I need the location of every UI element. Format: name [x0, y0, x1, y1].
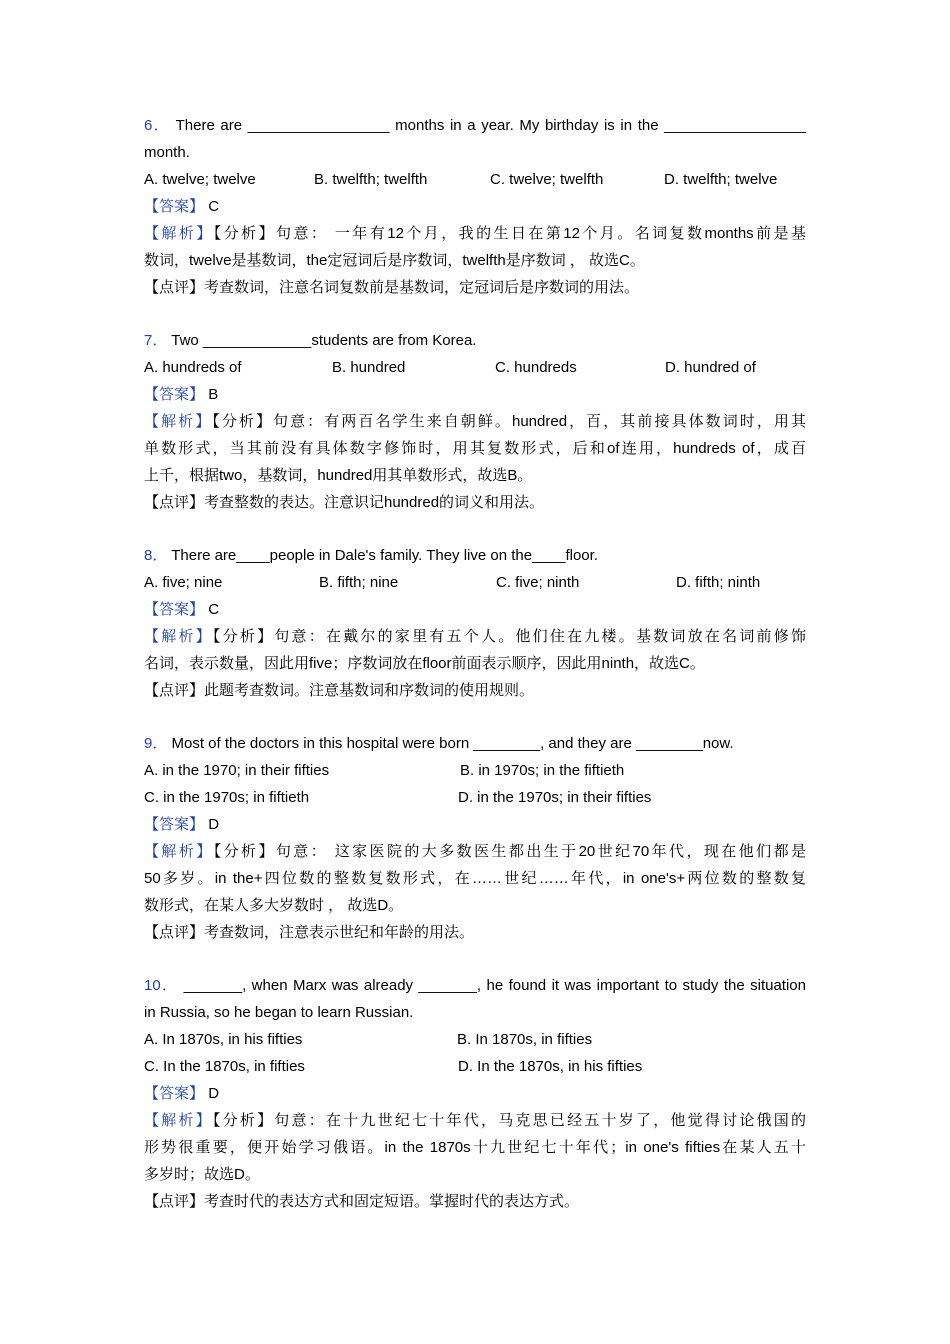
- answer-line: [144, 811, 806, 838]
- option-c: C. five; ninth: [496, 574, 580, 591]
- option-a: A. twelve; twelve: [144, 171, 256, 188]
- question-stem: 6． There are _________________ months in a year. My birthday is in the _________________: [144, 117, 806, 134]
- question-number: 8．: [144, 547, 168, 564]
- answer-tag: 【答案】: [144, 386, 205, 403]
- answer-line: [144, 1080, 806, 1107]
- question-stem: 7． Two _____________students are from Korea.: [144, 332, 477, 349]
- options: [144, 569, 806, 596]
- option-b: B. fifth; nine: [319, 574, 399, 591]
- answer-tag: 【答案】: [144, 601, 205, 618]
- answer-line: [144, 381, 806, 408]
- answer-line: [144, 193, 806, 220]
- analysis-line: 数形式，在某人多大岁数时 ， 故选D。: [144, 897, 404, 914]
- option-a: A. hundreds of: [144, 359, 242, 376]
- answer-tag: 【答案】: [144, 198, 205, 215]
- comment-line: 【点评】考查数词，注意表示世纪和年龄的用法。: [144, 924, 475, 941]
- options: [144, 354, 806, 381]
- analysis-tag: 【解析】: [144, 843, 214, 860]
- option-b: B. twelfth; twelfth: [314, 171, 428, 188]
- answer-tag: 【答案】: [144, 1085, 205, 1102]
- analysis-tag: 【解析】: [144, 413, 213, 430]
- option-d: D. hundred of: [665, 359, 756, 376]
- question-number: 9．: [144, 735, 168, 752]
- option-d: D. in the 1970s; in their fifties: [458, 789, 652, 806]
- option-c: C. hundreds: [495, 359, 577, 376]
- comment-line: 【点评】考查整数的表达。注意识记hundred的词义和用法。: [144, 494, 545, 511]
- question-number: 10．: [144, 977, 179, 994]
- answer-value: C: [208, 601, 220, 618]
- question-10: [144, 972, 806, 1215]
- question-stem-cont: month.: [144, 144, 190, 161]
- option-a: A. in the 1970; in their fifties: [144, 762, 330, 779]
- comment-line: 【点评】考查时代的表达方式和固定短语。掌握时代的表达方式。: [144, 1193, 580, 1210]
- analysis-tag: 【解析】: [144, 225, 214, 242]
- options: [144, 166, 806, 193]
- answer-line: [144, 596, 806, 623]
- question-9: [144, 730, 806, 946]
- option-d: D. fifth; ninth: [676, 574, 761, 591]
- option-a: A. five; nine: [144, 574, 223, 591]
- analysis-line: 多岁时；故选D。: [144, 1166, 260, 1183]
- option-c: C. in the 1970s; in fiftieth: [144, 789, 310, 806]
- answer-value: D: [208, 1085, 220, 1102]
- options-row-1: [144, 757, 806, 784]
- document-body: [144, 112, 806, 1215]
- option-a: A. In 1870s, in his fifties: [144, 1031, 303, 1048]
- question-stem: 10． _______, when Marx was already _______, he found it was important to study the situation: [144, 977, 806, 994]
- comment-line: 【点评】考查数词，注意名词复数前是基数词，定冠词后是序数词的用法。: [144, 279, 640, 296]
- option-c: C. twelve; twelfth: [490, 171, 604, 188]
- analysis-line: 名词，表示数量，因此用five；序数词放在floor前面表示顺序，因此用ninth，故选C。: [144, 655, 705, 672]
- question-stem: 9． Most of the doctors in this hospital were born ________, and they are ________now.: [144, 735, 734, 752]
- analysis-line: 数词，twelve是基数词，the定冠词后是序数词，twelfth是序数词 ， 故选C。: [144, 252, 645, 269]
- question-8: [144, 542, 806, 704]
- analysis-line: 形势很重要，便开始学习俄语。in the 1870s十九世纪七十年代；in one's fifties在某人五十: [144, 1139, 806, 1156]
- answer-value: C: [208, 198, 220, 215]
- option-c: C. In the 1870s, in fifties: [144, 1058, 305, 1075]
- question-number: 7．: [144, 332, 168, 349]
- comment-line: 【点评】此题考查数词。注意基数词和序数词的使用规则。: [144, 682, 535, 699]
- question-7: [144, 327, 806, 516]
- question-6: [144, 112, 806, 301]
- answer-tag: 【答案】: [144, 816, 205, 833]
- options-row-2: [144, 784, 806, 811]
- analysis-line: 50多岁。in the+四位数的整数复数形式，在……世纪……年代，in one's+两位数的整数复: [144, 870, 806, 887]
- analysis-line: 单数形式，当其前没有具体数字修饰时，用其复数形式，后和of连用，hundreds of，成百: [144, 440, 806, 457]
- analysis-line: 【解析】【分析】句意：在戴尔的家里有五个人。他们住在九楼。基数词放在名词前修饰: [144, 628, 806, 645]
- option-d: D. twelfth; twelve: [664, 171, 778, 188]
- option-b: B. hundred: [332, 359, 406, 376]
- option-b: B. in 1970s; in the fiftieth: [460, 762, 625, 779]
- question-stem-cont: in Russia, so he began to learn Russian.: [144, 1004, 414, 1021]
- analysis-line: 【解析】【分析】句意：有两百名学生来自朝鲜。hundred，百，其前接具体数词时，用其: [144, 413, 806, 430]
- option-d: D. In the 1870s, in his fifties: [458, 1058, 643, 1075]
- analysis-line: 【解析】【分析】句意： 这家医院的大多数医生都出生于20世纪70年代，现在他们都是: [144, 843, 806, 860]
- question-number: 6．: [144, 117, 171, 134]
- analysis-tag: 【解析】: [144, 628, 213, 645]
- answer-value: B: [208, 386, 219, 403]
- question-stem: 8． There are____people in Dale's family. They live on the____floor.: [144, 547, 598, 564]
- analysis-line: 【解析】【分析】句意：在十九世纪七十年代，马克思已经五十岁了，他觉得讨论俄国的: [144, 1112, 806, 1129]
- options-row-2: [144, 1053, 806, 1080]
- answer-value: D: [208, 816, 220, 833]
- analysis-line: 【解析】【分析】句意： 一年有12个月，我的生日在第12个月。名词复数months前是基: [144, 225, 806, 242]
- options-row-1: [144, 1026, 806, 1053]
- option-b: B. In 1870s, in fifties: [457, 1031, 593, 1048]
- analysis-line: 上千，根据two，基数词，hundred用其单数形式，故选B。: [144, 467, 533, 484]
- analysis-tag: 【解析】: [144, 1112, 213, 1129]
